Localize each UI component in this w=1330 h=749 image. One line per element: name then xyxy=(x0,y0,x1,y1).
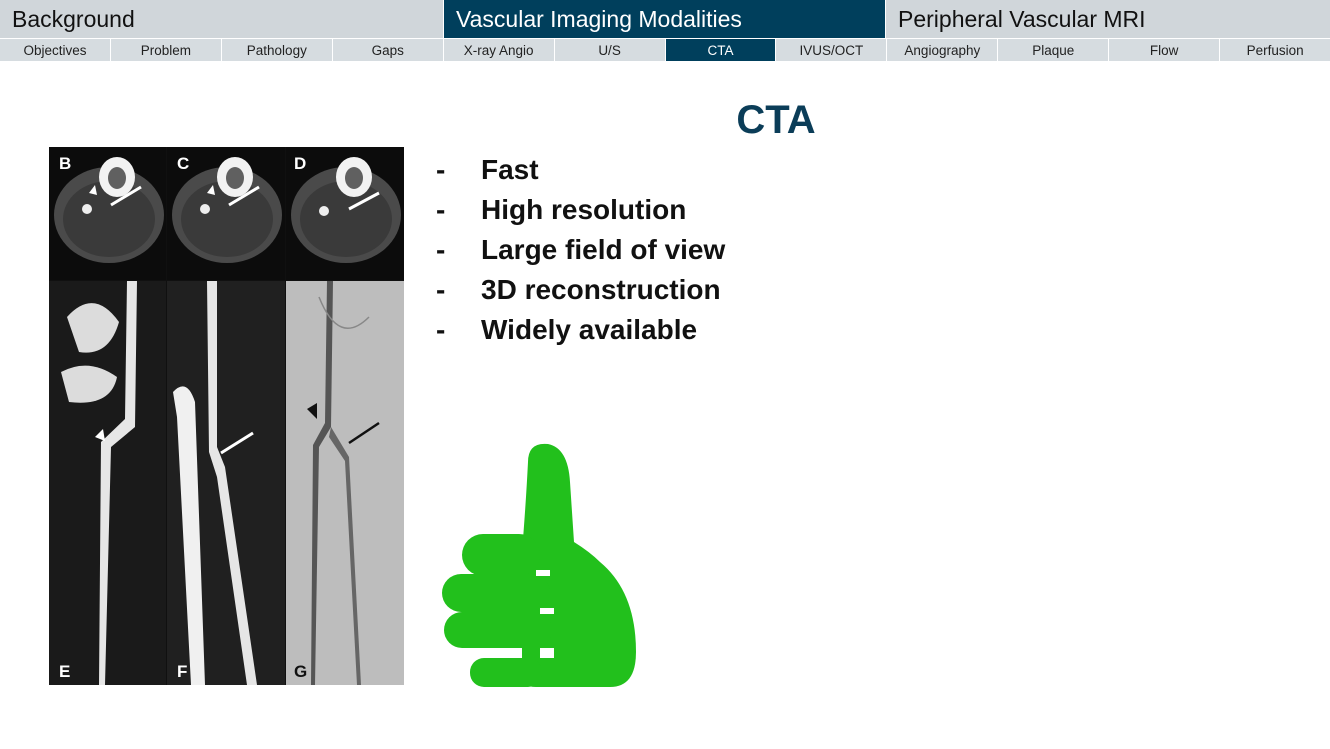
tab-flow[interactable]: Flow xyxy=(1109,38,1220,61)
angiogram-panel-g xyxy=(286,281,404,685)
section-background[interactable] xyxy=(0,0,444,38)
bullet-marker: - xyxy=(436,314,446,345)
slide-title: CTA xyxy=(736,98,816,142)
tab-xray-angio[interactable]: X-ray Angio xyxy=(444,38,555,61)
cta-image-figure xyxy=(49,147,404,685)
bullet-list xyxy=(436,150,725,350)
bullet-marker: - xyxy=(436,234,446,265)
bullet-item xyxy=(436,310,725,350)
subtab-nav xyxy=(0,38,1330,61)
bullet-text: High resolution xyxy=(481,194,687,225)
bullet-item xyxy=(436,150,725,190)
tab-pathology[interactable]: Pathology xyxy=(222,38,333,61)
panel-label-d: D xyxy=(294,154,307,173)
bullet-text: Widely available xyxy=(481,314,698,345)
bullet-marker: - xyxy=(436,274,446,305)
tab-ivus-oct[interactable]: IVUS/OCT xyxy=(776,38,887,61)
tab-cta[interactable]: CTA xyxy=(666,38,777,61)
bullet-marker: - xyxy=(436,194,446,225)
tab-objectives[interactable]: Objectives xyxy=(0,38,111,61)
tab-angiography[interactable]: Angiography xyxy=(887,38,998,61)
section-label: Vascular Imaging Modalities xyxy=(456,5,742,32)
tab-plaque[interactable]: Plaque xyxy=(998,38,1109,61)
panel-label-e: E xyxy=(59,662,71,681)
section-peripheral-vascular-mri[interactable] xyxy=(886,0,1330,38)
panel-label-f: F xyxy=(177,662,188,681)
bullet-text: Large field of view xyxy=(481,234,726,265)
panel-label-b: B xyxy=(59,154,72,173)
bullet-item xyxy=(436,230,725,270)
thumbs-up-icon xyxy=(440,442,640,687)
section-label: Background xyxy=(12,5,135,32)
tab-us[interactable]: U/S xyxy=(555,38,666,61)
section-vascular-imaging-modalities[interactable] xyxy=(444,0,886,38)
tab-perfusion[interactable]: Perfusion xyxy=(1220,38,1330,61)
tab-gaps[interactable]: Gaps xyxy=(333,38,444,61)
panel-label-c: C xyxy=(177,154,190,173)
tab-problem[interactable]: Problem xyxy=(111,38,222,61)
section-nav xyxy=(0,0,1330,38)
bullet-text: Fast xyxy=(481,154,539,185)
reformat-panel-f xyxy=(167,281,285,685)
reformat-panel-e xyxy=(49,281,166,685)
bullet-marker: - xyxy=(436,154,446,185)
bullet-item xyxy=(436,270,725,310)
bullet-text: 3D reconstruction xyxy=(481,274,721,305)
section-label: Peripheral Vascular MRI xyxy=(898,5,1146,32)
panel-label-g: G xyxy=(294,662,308,681)
bullet-item xyxy=(436,190,725,230)
